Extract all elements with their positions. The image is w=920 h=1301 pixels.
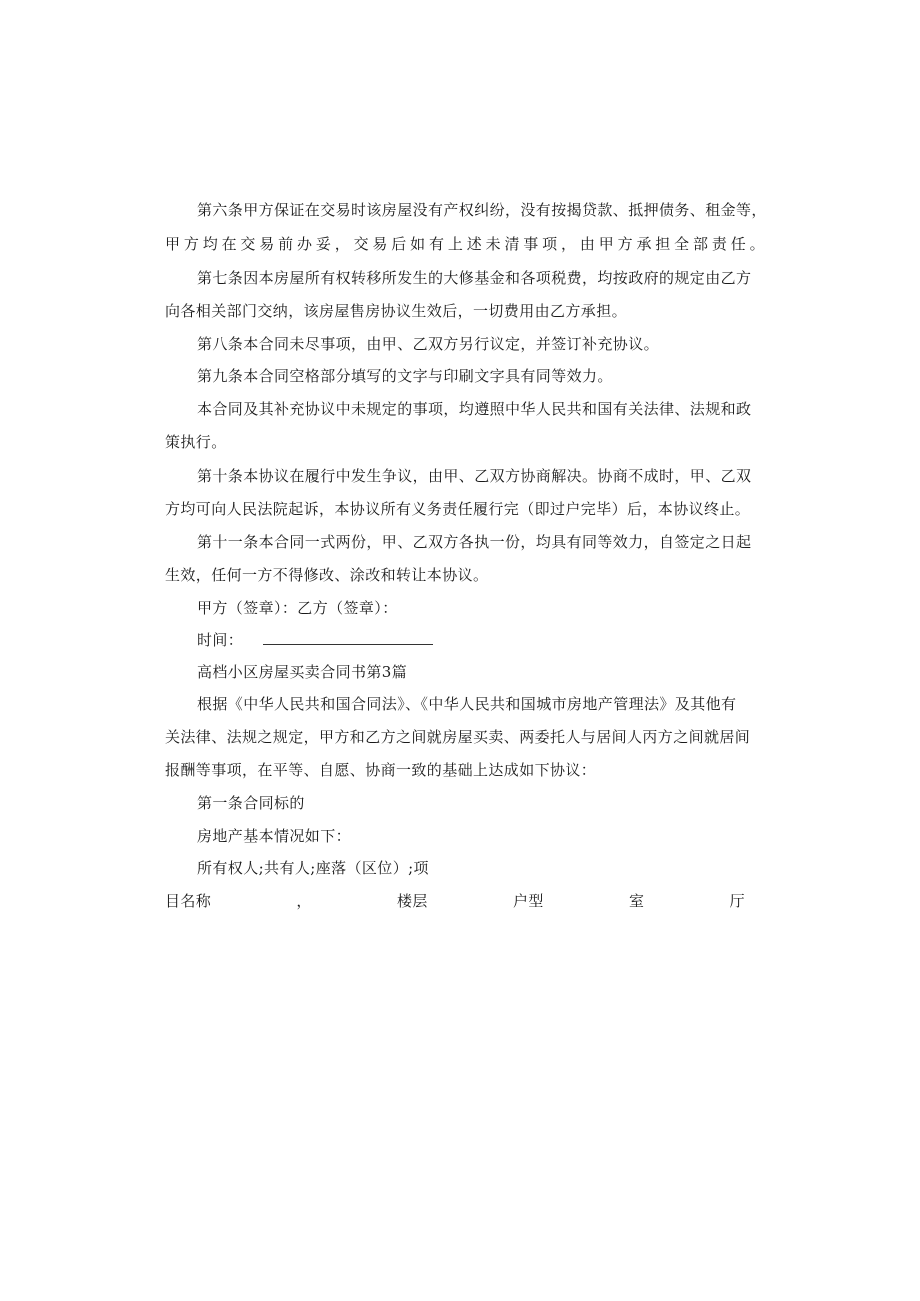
clause-11-line-2: 生效，任何一方不得修改、涂改和转让本协议。 xyxy=(165,566,489,584)
clause-6-line-1: 第六条甲方保证在交易时该房屋没有产权纠纷，没有按揭贷款、抵押债务、租金等， xyxy=(197,201,767,219)
signature-line: 甲方（签章）：乙方（签章）： xyxy=(197,599,398,617)
time-label: 时间： xyxy=(197,631,244,649)
layout-label: 户型 xyxy=(512,892,544,910)
time-blank xyxy=(263,632,433,645)
preamble-line-1: 根据《中华人民共和国合同法》、《中华人民共和国城市房地产管理法》及其他有 xyxy=(197,695,737,713)
clause-7-line-2: 向各相关部门交纳，该房屋售房协议生效后，一切费用由乙方承担。 xyxy=(165,302,628,320)
item-name-label: 目名称 xyxy=(165,892,212,910)
clause-8-line: 第八条本合同未尽事项，由甲、乙双方另行议定，并签订补充协议。 xyxy=(197,335,660,353)
clause-9-line: 第九条本合同空格部分填写的文字与印刷文字具有同等效力。 xyxy=(197,367,613,385)
clause-10-line-2: 方均可向人民法院起诉，本协议所有义务责任履行完（即过户完毕）后，本协议终止。 xyxy=(165,500,751,518)
floor-label: 楼层 xyxy=(396,892,428,910)
supplement-line-1: 本合同及其补充协议中未规定的事项，均遵照中华人民共和国有关法律、法规和政 xyxy=(197,400,752,418)
clause-11-line-1: 第十一条本合同一式两份，甲、乙双方各执一份，均具有同等效力，自签定之日起 xyxy=(197,533,752,551)
clause-10-line-1: 第十条本协议在履行中发生争议，由甲、乙双方协商解决。协商不成时，甲、乙双 xyxy=(197,467,752,485)
clause-1-heading: 第一条合同标的 xyxy=(197,794,305,812)
section-heading: 高档小区房屋买卖合同书第3篇 xyxy=(197,663,408,681)
supplement-line-2: 策执行。 xyxy=(165,433,227,451)
clause-6-line-2: 甲方均在交易前办妥，交易后如有上述未清事项，由甲方承担全部责任。 xyxy=(165,235,765,253)
owner-line: 所有权人;共有人;座落（区位）;项 xyxy=(197,859,429,877)
time-line xyxy=(197,630,765,650)
property-info-heading: 房地产基本情况如下： xyxy=(197,827,352,845)
item-comma: ， xyxy=(296,892,312,910)
property-row xyxy=(165,891,745,911)
room-label: 室 xyxy=(628,892,645,910)
hall-label: 厅 xyxy=(729,892,745,910)
preamble-line-2: 关法律、法规之规定，甲方和乙方之间就房屋买卖、两委托人与居间人丙方之间就居间 xyxy=(165,728,751,746)
clause-7-line-1: 第七条因本房屋所有权转移所发生的大修基金和各项税费，均按政府的规定由乙方 xyxy=(197,269,752,287)
preamble-line-3: 报酬等事项，在平等、自愿、协商一致的基础上达成如下协议： xyxy=(165,761,597,779)
